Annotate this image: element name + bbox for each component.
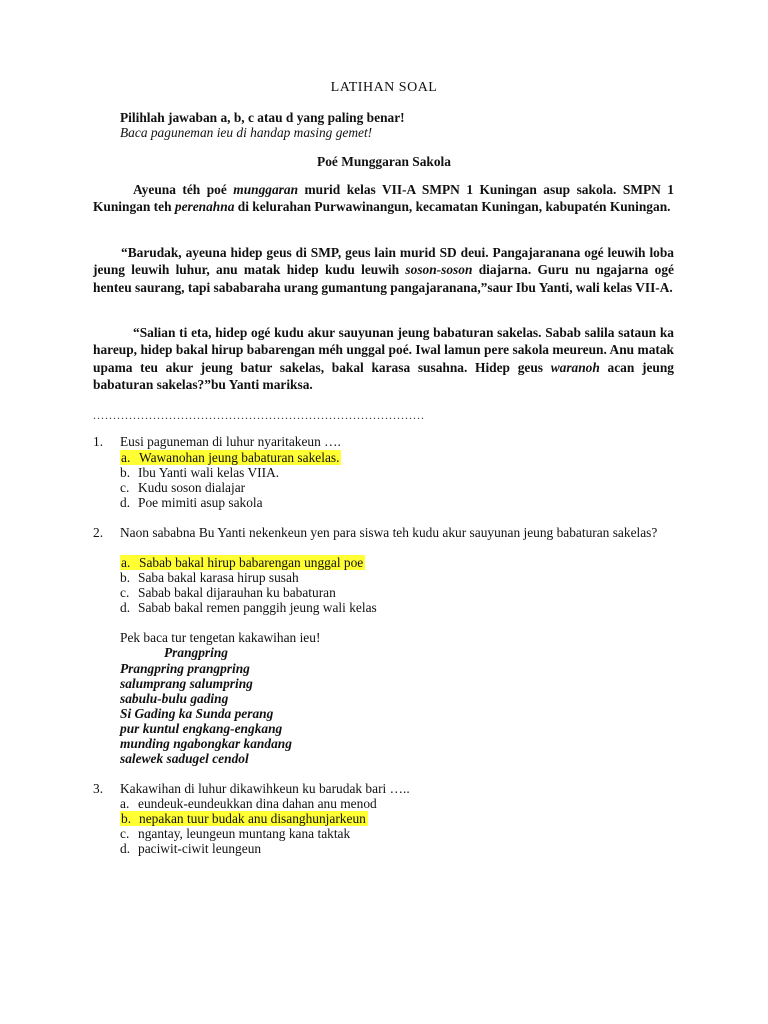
poem-line: salewek sadugel cendol xyxy=(120,751,249,766)
question-3-option-c[interactable]: c. ngantay, leungeun muntang kana taktak xyxy=(120,826,351,841)
story-paragraph-2: “Barudak, ayeuna hidep geus di SMP, geus lain murid SD deui. Pangajaranana ogé leuwih loba jeung leuwih luhur, anu matak hidep kudu leuwih soson-soson diajarna. Guru nu ngajarna ogé henteu saurang, tapi sababaraha urang gumantung pangajaranana,”saur Ibu Yanti, wali kelas VII-A. xyxy=(93,245,674,295)
poem-line: salumprang salumpring xyxy=(120,676,253,691)
question-2-option-b[interactable]: b. Saba bakal karasa hirup susah xyxy=(120,570,299,585)
question-3-text: Kakawihan di luhur dikawihkeun ku barudak bari ….. xyxy=(120,781,410,796)
question-3-option-d[interactable]: d. paciwit-ciwit leungeun xyxy=(120,841,262,856)
poem-line: Prangpring prangpring xyxy=(120,661,250,676)
question-2-option-a[interactable]: a. Sabab bakal hirup babarengan unggal poe xyxy=(121,555,364,570)
story-paragraph-1: Ayeuna téh poé munggaran murid kelas VII-A SMPN 1 Kuningan asup sakola. SMPN 1 Kuningan teh perenahna di kelurahan Purwawinangun, kecamatan Kuningan, kabupatén Kuningan. xyxy=(93,182,674,215)
story-paragraph-3: “Salian ti eta, hidep ogé kudu akur sauyunan jeung babaturan sakelas. Sabab salila sataun ka hareup, hidep bakal hirup babarengan méh unggal poé. Iwal lamun pere sakola meureun. Anu matak upama teu akur jeung batur sakelas, bakal karasa susahna. Hidep geus waranoh acan jeung babaturan sakelas?”bu Yanti mariksa. xyxy=(93,325,674,393)
question-1-option-a[interactable]: a. Wawanohan jeung babaturan sakelas. xyxy=(121,450,340,465)
poem-line: sabulu-bulu gading xyxy=(120,691,229,706)
poem-line: pur kuntul engkang-engkang xyxy=(120,721,283,736)
question-3-option-b[interactable]: b. nepakan tuur budak anu disanghunjarkeun xyxy=(121,811,366,826)
poem-title: Prangpring xyxy=(164,645,228,660)
instruction-bold: Pilihlah jawaban a, b, c atau d yang paling benar! xyxy=(120,110,405,125)
question-3-number: 3. xyxy=(93,781,104,796)
poem-line: munding ngabongkar kandang xyxy=(120,736,292,751)
instruction-italic: Baca paguneman ieu di handap masing gemet! xyxy=(120,125,373,140)
question-1-option-d[interactable]: d. Poe mimiti asup sakola xyxy=(120,495,263,510)
story-title: Poé Munggaran Sakola xyxy=(317,154,451,169)
question-1-text: Eusi paguneman di luhur nyaritakeun …. xyxy=(120,434,341,449)
poem-intro: Pek baca tur tengetan kakawihan ieu! xyxy=(120,630,321,645)
question-3-option-a[interactable]: a. eundeuk-eundeukkan dina dahan anu menod xyxy=(120,796,377,811)
question-2-text: Naon sababna Bu Yanti nekenkeun yen para siswa teh kudu akur sauyunan jeung babaturan sakelas? xyxy=(120,525,658,540)
dotted-separator: ................................................................................... xyxy=(93,408,425,422)
page-title: LATIHAN SOAL xyxy=(330,80,438,95)
question-2-number: 2. xyxy=(93,525,104,540)
question-2-option-d[interactable]: d. Sabab bakal remen panggih jeung wali kelas xyxy=(120,600,377,615)
poem-line: Si Gading ka Sunda perang xyxy=(120,706,274,721)
question-2-option-c[interactable]: c. Sabab bakal dijarauhan ku babaturan xyxy=(120,585,336,600)
question-1-option-b[interactable]: b. Ibu Yanti wali kelas VIIA. xyxy=(120,465,280,480)
question-1-number: 1. xyxy=(93,434,104,449)
question-1-option-c[interactable]: c. Kudu soson dialajar xyxy=(120,480,246,495)
